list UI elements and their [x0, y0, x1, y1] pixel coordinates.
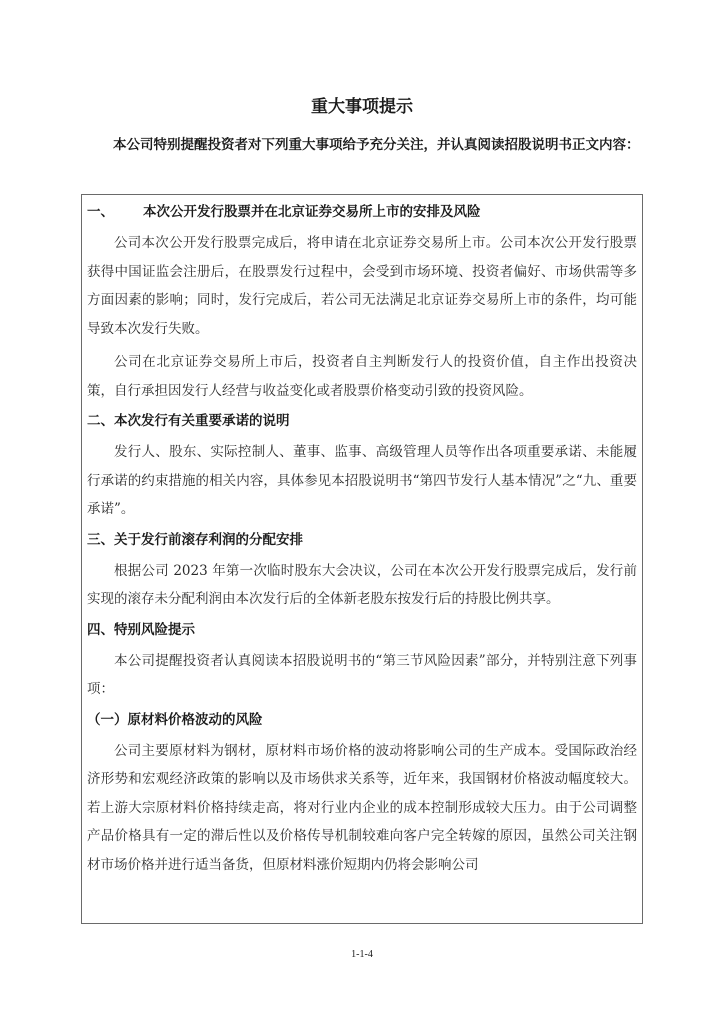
section-heading	[87, 201, 637, 223]
section-number: 一、	[87, 204, 114, 220]
page-number: 1-1-4	[351, 949, 373, 960]
section-heading: 四、特别风险提示	[87, 621, 195, 638]
section-4	[87, 619, 637, 704]
section-3	[87, 529, 637, 614]
section-heading: （一）原材料价格波动的风险	[87, 711, 263, 728]
page-title: 重大事项提示	[311, 97, 413, 117]
section-4-1	[87, 709, 637, 880]
section-heading: 三、关于发行前滚存利润的分配安排	[87, 531, 303, 548]
section-title: 本次公开发行股票并在北京证券交易所上市的安排及风险	[143, 204, 481, 220]
content-box	[81, 194, 643, 924]
paragraph: 公司主要原材料为钢材，原材料市场价格的波动将影响公司的生产成本。受国际政治经济形势和宏观经济政策的影响以及市场供求关系等，近年来，我国钢材价格波动幅度较大。若上游大宗原材料价格持续走高，将对行业内企业的成本控制形成较大压力。由于公司调整产品价格具有一定的滞后性以及价格传导机制较难向客户完全转嫁的原因，虽然公司关注钢材市场价格并进行适当备货，但原材料涨价短期内仍将会影响公司	[87, 742, 637, 873]
intro-text: 本公司特别提醒投资者对下列重大事项给予充分关注，并认真阅读招股说明书正文内容：	[113, 137, 640, 153]
paragraph: 发行人、股东、实际控制人、董事、监事、高级管理人员等作出各项重要承诺、未能履行承诺的约束措施的相关内容，具体参见本招股说明书“第四节发行人基本情况”之“九、重要承诺”。	[87, 444, 637, 517]
paragraph: 根据公司 2023 年第一次临时股东大会决议，公司在本次公开发行股票完成后，发行前实现的滚存未分配利润由本次发行后的全体新老股东按发行后的持股比例共享。	[87, 562, 637, 607]
paragraph: 本公司提醒投资者认真阅读本招股说明书的“第三节风险因素”部分，并特别注意下列事项：	[87, 652, 637, 697]
paragraph: 公司本次公开发行股票完成后，将申请在北京证券交易所上市。公司本次公开发行股票获得中国证监会注册后，在股票发行过程中，会受到市场环境、投资者偏好、市场供需等多方面因素的影响；同时，发行完成后，若公司无法满足北京证券交易所上市的条件，均可能导致本次发行失败。	[87, 235, 637, 337]
paragraph: 公司在北京证券交易所上市后，投资者自主判断发行人的投资价值，自主作出投资决策，自行承担因发行人经营与收益变化或者股票价格变动引致的投资风险。	[87, 354, 637, 399]
section-heading: 二、本次发行有关重要承诺的说明	[87, 413, 290, 429]
section-1	[87, 201, 637, 405]
section-2	[87, 410, 637, 524]
